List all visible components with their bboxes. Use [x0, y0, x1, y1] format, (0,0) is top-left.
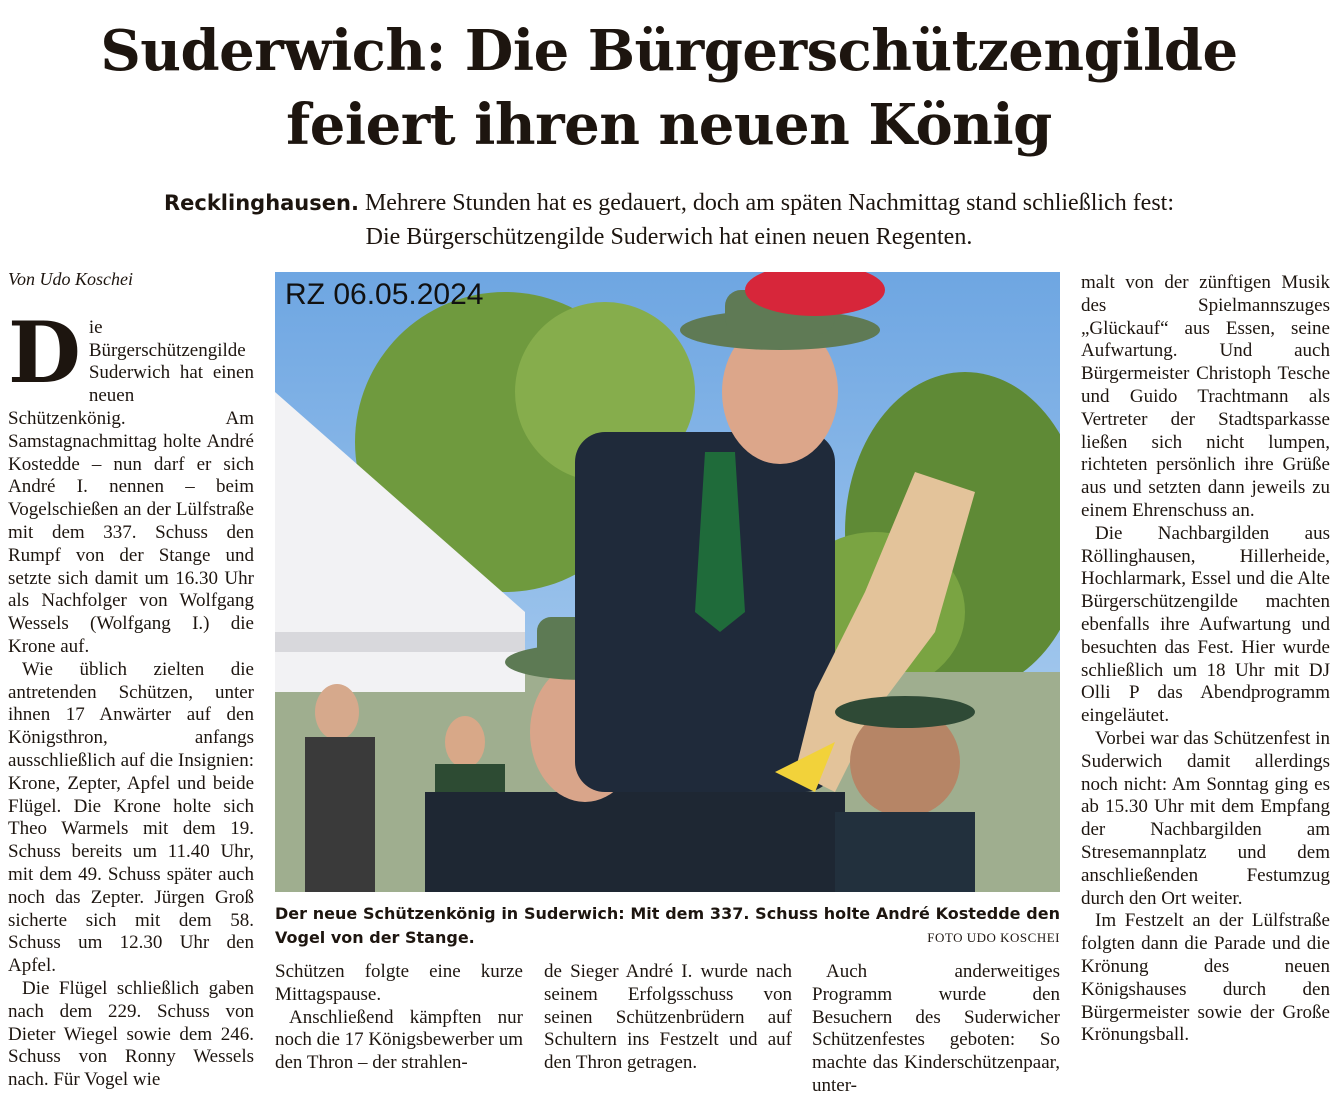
article-paragraph: Wie üblich zielten die antretenden Schützen, unter ihnen 17 Anwärter auf den Königsthron, anfangs ausschließlich auf die Insignien: Krone, Zepter, Apfel und beide Flügel. Die Krone holte sich Theo Warmels mit dem 19. Schuss bereits um 11.40 Uhr, mit dem 49. Schuss später auch noch das Zepter. Jürgen Groß sicherte sich mit dem 58. Schuss um 12.30 Uhr den Apfel.: [8, 658, 254, 977]
article-paragraph: Schützen folgte eine kurze Mittagspause.: [275, 961, 523, 1005]
article-paragraph: malt von der zünftigen Musik des Spielmannszuges „Glückauf“ aus Essen, seine Aufwartung. Und auch Bürgermeister Christoph Tesche und Guido Trachtmann als Vertreter der Stadtsparkasse ließen sich nicht lumpen, richteten persönlich ihre Grüße aus und setzten dann jeweils zu einem Ehrenschuss an.: [1081, 272, 1330, 521]
headline-line-1: Suderwich: Die Bürgerschützengilde: [100, 18, 1238, 84]
dateline: Recklinghausen.: [163, 191, 359, 215]
bearded-man-jacket: [835, 812, 975, 892]
article-paragraph: [8, 302, 254, 659]
photo-scene: [275, 272, 1060, 892]
article-column-3: [544, 961, 792, 1075]
photo-caption: Der neue Schützenkönig in Suderwich: Mit dem 337. Schuss holte André Kostedde den Vogel von der Stange.: [275, 904, 1060, 947]
article-paragraph: Die Flügel schließlich gaben nach dem 229. Schuss von Dieter Wiegel sowie dem 246. Schuss von Ronny Wessels nach. Für Vogel wie: [8, 977, 254, 1091]
headline: [0, 14, 1338, 162]
article-paragraph: Anschließend kämpften nur noch die 17 Königsbewerber um den Thron – der strahlen-: [275, 1006, 523, 1074]
bearded-man-hat: [835, 696, 975, 728]
paragraph-text: ie Bürgerschützengilde Suderwich hat einen neuen Schützenkönig. Am Samstagnachmittag holte André Kostedde – nun darf er sich André I. nennen – beim Vogelschießen an der Lülfstraße mit dem 337. Schuss den Rumpf von der Stange und setzte sich damit um 16.30 Uhr als Nachfolger von Wolfgang Wessels (Wolfgang I.) die Krone auf.: [8, 316, 254, 657]
article-column-5: [1081, 272, 1330, 1047]
article-paragraph: Die Nachbargilden aus Röllinghausen, Hillerheide, Hochlarmark, Essel und die Alte Bürgerschützengilde machten ebenfalls ihre Aufwartung und besuchten das Fest. Hier wurde schließlich um 18 Uhr mit DJ Olli P das Abendprogramm eingeläutet.: [1081, 522, 1330, 727]
spectator: [315, 684, 359, 740]
article-paragraph: Vorbei war das Schützenfest in Suderwich damit allerdings noch nicht: Am Sonntag ging es ab 15.30 Uhr mit dem Empfang der Nachbargilden am Stresemannplatz und dem anschließenden Festumzug durch den Ort weiter.: [1081, 727, 1330, 909]
lead-paragraph: [30, 186, 1308, 254]
photo-credit: FOTO UDO KOSCHEI: [927, 930, 1060, 945]
article-paragraph: de Sieger André I. wurde nach seinem Erfolgsschuss von seinen Schützenbrüdern auf Schultern ins Festzelt und auf den Thron getragen.: [544, 961, 792, 1074]
article-column-4: [812, 961, 1060, 1098]
headline-line-2: feiert ihren neuen König: [286, 92, 1052, 158]
byline: Von Udo Koschei: [8, 269, 133, 289]
date-stamp: RZ 06.05.2024: [285, 278, 484, 311]
article-paragraph: Im Festzelt an der Lülfstraße folgten dann die Parade und die Krönung des neuen Königshauses durch den Bürgermeister sowie der Große Krönungsball.: [1081, 910, 1330, 1046]
article-paragraph: Auch anderweitiges Programm wurde den Besuchern des Suderwicher Schützenfestes geboten: So machte das Kinderschützenpaar, unter-: [812, 961, 1060, 1096]
article-column-2: [275, 961, 523, 1075]
article-photo: [275, 272, 1060, 892]
lead-line-1: Mehrere Stunden hat es gedauert, doch am späten Nachmittag stand schließlich fest:: [364, 190, 1175, 216]
spectator: [305, 737, 375, 892]
carrier-jacket: [425, 792, 845, 892]
drop-cap: D: [8, 302, 81, 402]
lead-line-2: Die Bürgerschützengilde Suderwich hat einen neuen Regenten.: [365, 224, 973, 250]
tent-edge: [275, 632, 525, 652]
spectator: [445, 716, 485, 768]
article-column-1: [8, 268, 254, 1092]
